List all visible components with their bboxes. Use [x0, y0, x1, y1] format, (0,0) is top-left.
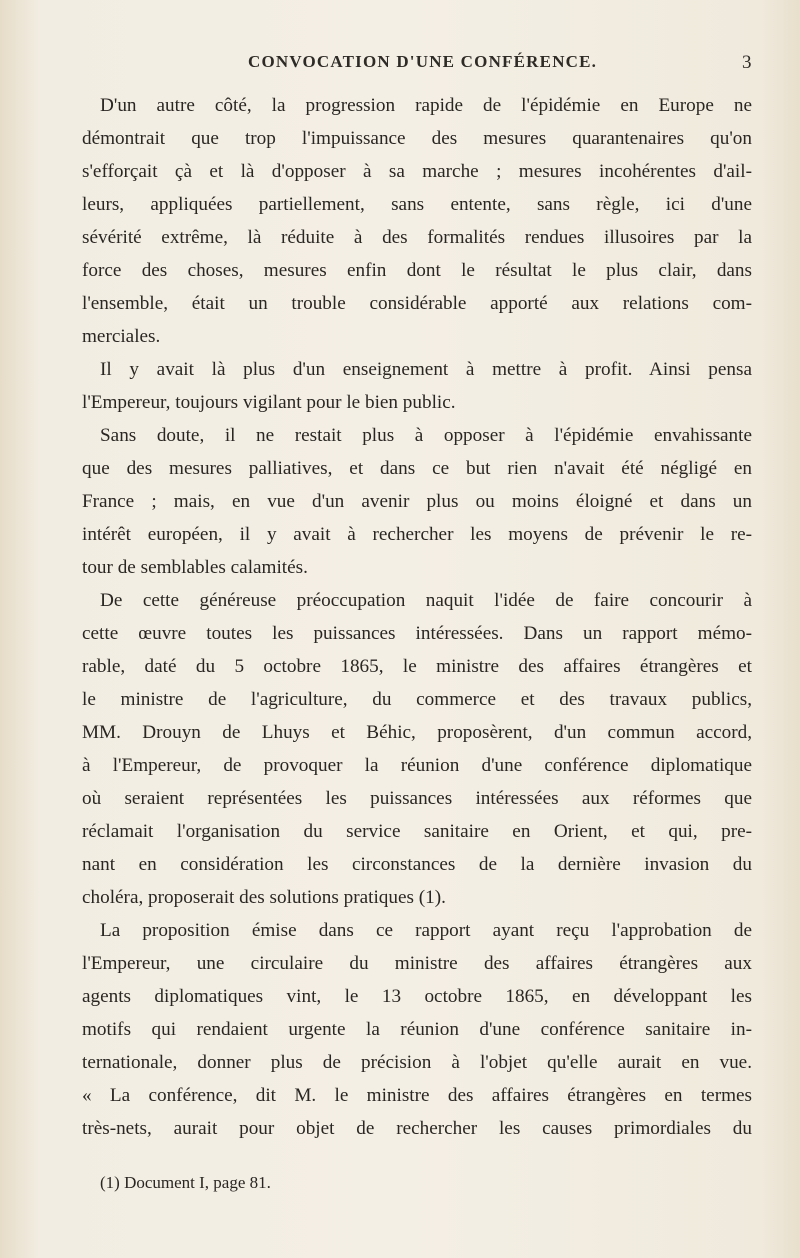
text-line: choléra, proposerait des solutions pratiques (1). [82, 887, 446, 908]
text-line: le ministre de l'agriculture, du commerce et des travaux publics, [82, 689, 752, 710]
text-line: nant en considération les circonstances de la dernière invasion du [82, 854, 752, 875]
text-line: La proposition émise dans ce rapport ayant reçu l'approbation de [100, 920, 752, 941]
text-line: démontrait que trop l'impuissance des mesures quarantenaires qu'on [82, 128, 752, 149]
text-line: merciales. [82, 326, 161, 347]
footnote: (1) Document I, page 81. [100, 1173, 271, 1192]
body-text [82, 89, 752, 1145]
text-line: l'ensemble, était un trouble considérable apporté aux relations com- [82, 293, 752, 314]
text-line: France ; mais, en vue d'un avenir plus ou moins éloigné et dans un [82, 491, 752, 512]
text-line: cette œuvre toutes les puissances intéressées. Dans un rapport mémo- [82, 623, 752, 644]
text-line: que des mesures palliatives, et dans ce but rien n'avait été négligé en [82, 458, 752, 479]
text-line: réclamait l'organisation du service sanitaire en Orient, et qui, pre- [82, 821, 752, 842]
page-header [0, 52, 800, 76]
text-line: intérêt européen, il y avait à rechercher les moyens de prévenir le re- [82, 524, 752, 545]
text-line: très-nets, aurait pour objet de rechercher les causes primordiales du [82, 1118, 752, 1139]
text-line: tour de semblables calamités. [82, 557, 308, 578]
text-line: sévérité extrême, là réduite à des formalités rendues illusoires par la [82, 227, 752, 248]
text-line: De cette généreuse préoccupation naquit l'idée de faire concourir à [100, 590, 752, 611]
text-line: motifs qui rendaient urgente la réunion d'une conférence sanitaire in- [82, 1019, 752, 1040]
running-title: CONVOCATION D'UNE CONFÉRENCE. [248, 52, 598, 71]
text-line: D'un autre côté, la progression rapide de l'épidémie en Europe ne [100, 95, 752, 116]
text-line: MM. Drouyn de Lhuys et Béhic, proposèrent, d'un commun accord, [82, 722, 752, 743]
text-line: où seraient représentées les puissances intéressées aux réformes que [82, 788, 752, 809]
text-line: agents diplomatiques vint, le 13 octobre 1865, en développant les [82, 986, 752, 1007]
text-line: s'efforçait çà et là d'opposer à sa marche ; mesures incohérentes d'ail- [82, 161, 752, 182]
text-line: leurs, appliquées partiellement, sans entente, sans règle, ici d'une [82, 194, 752, 215]
text-line: rable, daté du 5 octobre 1865, le ministre des affaires étrangères et [82, 656, 752, 677]
text-line: force des choses, mesures enfin dont le résultat le plus clair, dans [82, 260, 752, 281]
text-line: à l'Empereur, de provoquer la réunion d'une conférence diplomatique [82, 755, 752, 776]
text-line: « La conférence, dit M. le ministre des affaires étrangères en termes [82, 1085, 752, 1106]
text-line: Il y avait là plus d'un enseignement à mettre à profit. Ainsi pensa [100, 359, 752, 380]
text-line: Sans doute, il ne restait plus à opposer à l'épidémie envahissante [100, 425, 752, 446]
text-line: l'Empereur, une circulaire du ministre des affaires étrangères aux [82, 953, 752, 974]
page-number: 3 [742, 52, 752, 73]
text-line: ternationale, donner plus de précision à l'objet qu'elle aurait en vue. [82, 1052, 752, 1073]
text-line: l'Empereur, toujours vigilant pour le bien public. [82, 392, 456, 413]
